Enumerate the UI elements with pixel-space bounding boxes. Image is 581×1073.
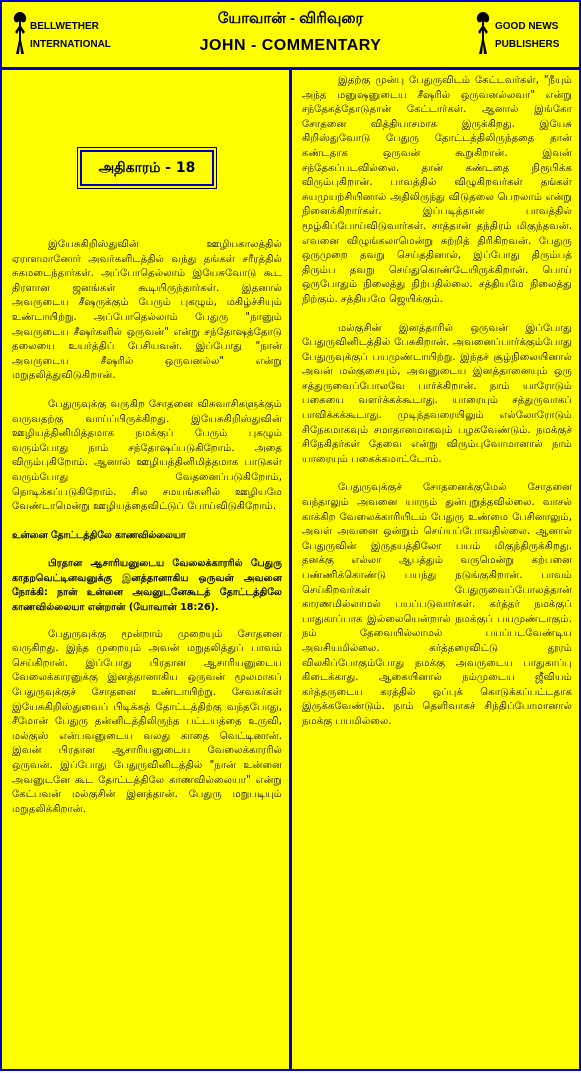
header-title [152, 6, 429, 60]
page [2, 2, 579, 1069]
left-logo-line1: BELLWETHER [30, 21, 99, 32]
chapter-heading: அதிகாரம் - 18 [80, 150, 214, 186]
paragraph: பேதுருவுக்கு மூன்றாம் முறையும் சோதனை வருகிறது. இந்த முறையும் அவன் மறுதலித்துப் பாவம் செய்கிறான். இப்போது பிரதான ஆசாரியனுடைய வேலைக்காரனுக்கு இனத்தானாகிய ஒருவன் மூலமாகப் பேதுருவுக்குச் சோதனை உண்டாயிற்று. சேவகர்கள் இயேசுகிறிஸ்துவைப் பிடிக்கத் தோட்டத்திற்கு வந்தபோது, சீமோன் பேதுரு தன்னிடத்திலிருந்த பட்டயத்தை உருவி, மல்குஸ் என்பவனுடைய வலது காதை வெட்டினான். இவன் பிரதான ஆசாரியனுடைய வேலைக்காரரில் ஒருவன். இப்போது பேதுருவினிடத்தில் "நான் உன்னை அவனுடனே கூட தோட்டத்திலே காணவில்லையா" என்று கேட்பவன் மல்குசின் இனத்தான். பேதுரு மறுபடியும் மறுதலிக்கிறான். [12, 628, 282, 815]
right-column [302, 74, 572, 744]
ram-logo-icon [10, 10, 30, 56]
verse-quote: பிரதான ஆசாரியனுடைய வேலைக்காரரில் பேதுரு காதறவெட்டினவனுக்கு இனத்தானாகிய ஒருவன் அவனை நோக்கி: நான் உன்னை அவனுடனேகூடத் தோட்டத்திலே காணவில்லையா என்றான் (யோவான் 18:26). [12, 558, 282, 614]
section-subheading: உன்னை தோட்டத்திலே காணவில்லையா [12, 529, 186, 541]
title-tamil: யோவான் - விரிவுரை [217, 10, 364, 27]
paragraph: மல்குசின் இனத்தாரில் ஒருவன் இப்போது பேதுருவினிடத்தில் பேசுகிறான். அவனைப்பார்க்கும்போது பேதுருவுக்குப் பயமுண்டாயிற்று. இந்தச் சூழ்நிலையினால் அவன் மல்குசையும், அவனுடைய இனத்தானையும் ஒரு சத்துருவைப்போலவே பார்க்கிறான். நாம் யாரோடும் பகையை வளர்க்கக்கூடாது. யாரையும் சத்துருவாகப் பாவிக்கக்கூடாது. முடிந்தவரையிலும் எல்லோரோடும் சிநேகமாகவும் சமாதானமாகவும் பழகவேண்டும். நமக்குச் சிநேகிதர்கள் தேவை என்று விரும்புவோமானால் நாம் யாரையும் பகைக்கமாட்டோம். [302, 322, 572, 465]
good-news-logo [473, 6, 573, 64]
title-english: JOHN - COMMENTARY [199, 37, 382, 54]
bellwether-logo [8, 6, 111, 64]
ram-logo-icon [473, 10, 493, 56]
left-logo-line2: INTERNATIONAL [30, 39, 111, 50]
right-logo-line1: GOOD NEWS [495, 21, 559, 32]
paragraph: பேதுருவுக்கு வருகிற சோதனை விசுவாசிகளுக்கும் வருவதற்கு வாய்ப்பிருக்கிறது. இயேசுகிறிஸ்துவின் ஊழியத்தினிமித்தமாக நமக்குப் பேரும் புகழும் வரும்போது நாம் சந்தோஷப்படுகிறோம். அதை விரும்புகிறோம். ஆனால் ஊழியத்தினிமித்தமாக பாடுகள் வரும்போது வேதனைப்படுகிறோம், நொடிக்கப்படுகிறோம். சில சமயங்களில் ஊழியமே வேண்டாமென்று ஊழியத்தைவிட்டுப் போய்விடுகிறோம். [12, 398, 282, 513]
right-logo-line2: PUBLISHERS [495, 39, 560, 50]
paragraph: இயேசுகிறிஸ்துவின் ஊழியகாலத்தில் ஏராளமானோர் அவர்களிடத்தில் வந்து தங்கள் சரீரத்தில் சுகமடைந்தார்கள். அப்போதெல்லாம் இயேசுவோடு கூட திரளான ஜனங்கள் கூடியிருந்தார்கள். இதனால் அவருடைய சீஷருக்கும் பேரும் புகழும், மகிழ்ச்சியும் உண்டாயிற்று. அப்போதெல்லாம் பேதுரு "நானும் அவருடைய சீஷர்களில் ஒருவன்" என்று சந்தோஷத்தோடு தலையை உயர்த்திப் பேசியவன். இப்போது "நான் அவருடைய சீஷரில் ஒருவனல்ல" என்று மறுதலித்துவிடுகிறான். [12, 239, 282, 382]
paragraph: இதற்கு முன்பு பேதுருவிடம் கேட்டவர்கள், "நீயும் அந்த மனுஷனுடைய சீஷரில் ஒருவனல்லவா" என்று சந்தேகத்தோடுதான் கேட்டார்கள். ஆனால் இங்கோ சோதனை வித்தியாசமாக இருக்கிறது. இயேசு கிறிஸ்துவோடு பேதுரு தோட்டத்திலிருந்ததை தான் கண்டதாக ஒருவன் கூறுகிறான். இவன் சந்தேகப்படவில்லை. தான் கண்டதை நிரூபிக்க விரும்புகிறான். பாவத்தில் விழுகிறவர்கள் தங்கள் சுயமுயற்சியினால் அதிலிருந்து விடுதலை பெறலாம் என்று நினைக்கிறார்கள். இப்படித்தான் பாவத்தில் மூழ்கிப்போய்விடுவார்கள். சாத்தான் தந்திரம் மிகுந்தவன். எவனை விழுங்கலாமென்று சுற்றித் திரிகிறவன். பேதுரு ஒருமுறை தவறு செய்ததினால், இப்போது திரும்பத் திரும்ப தவறு செய்துகொண்டேயிருக்கிறான். பொய் ஒருபோதும் நிலைத்து நிற்பதில்லை. சத்தியமே நிலைத்து நிற்கும். சத்தியமே ஜெயிக்கும். [302, 75, 572, 305]
left-column [12, 74, 282, 831]
paragraph: பேதுருவுக்குச் சோதனைக்குமேல் சோதனை வந்தாலும் அவனை யாரும் துன்புறுத்தவில்லை. வாசல் காக்கிற வேலைக்காரியிடம் பேதுரு உண்மை பேசினாலும், அவள் அவனை ஒன்றும் செய்யப்போவதில்லை. ஆனால் பேதுருவின் இருதயத்திலோ பயம் மிகுந்திருக்கிறது. தனக்கு எல்லா ஆபத்தும் வருமென்று கற்பனை பண்ணிக்கொண்டு பயந்து நடுங்குகிறான். பாவம் செய்கிறவர்கள் பேதுருவைப்போலத்தான் காரணமில்லாமல் பயப்படுவார்கள். கர்த்தர் நமக்குப் பாதுகாப்பாக இல்லையென்றால் நமக்குப் பயமுண்டாகும். நம் தேவையில்லாமல் பயப்படவேண்டிய அவசியமில்லை. கர்த்தரைவிட்டு தூரம் விலகிப்போகும்போது நமக்கு அவருடைய பாதுகாப்பு கிடைக்காது. ஆகையினால் நம்முடைய ஜீவியம் கர்த்தருடைய கரத்தில் ஒப்புக் கொடுக்கப்பட்டதாக இருக்கவேண்டும். நாம் தெளிவாகச் சிந்திப்போமானால் நமக்கு பயமில்லை. [302, 482, 572, 727]
column-divider [289, 70, 292, 1069]
header [2, 2, 579, 70]
